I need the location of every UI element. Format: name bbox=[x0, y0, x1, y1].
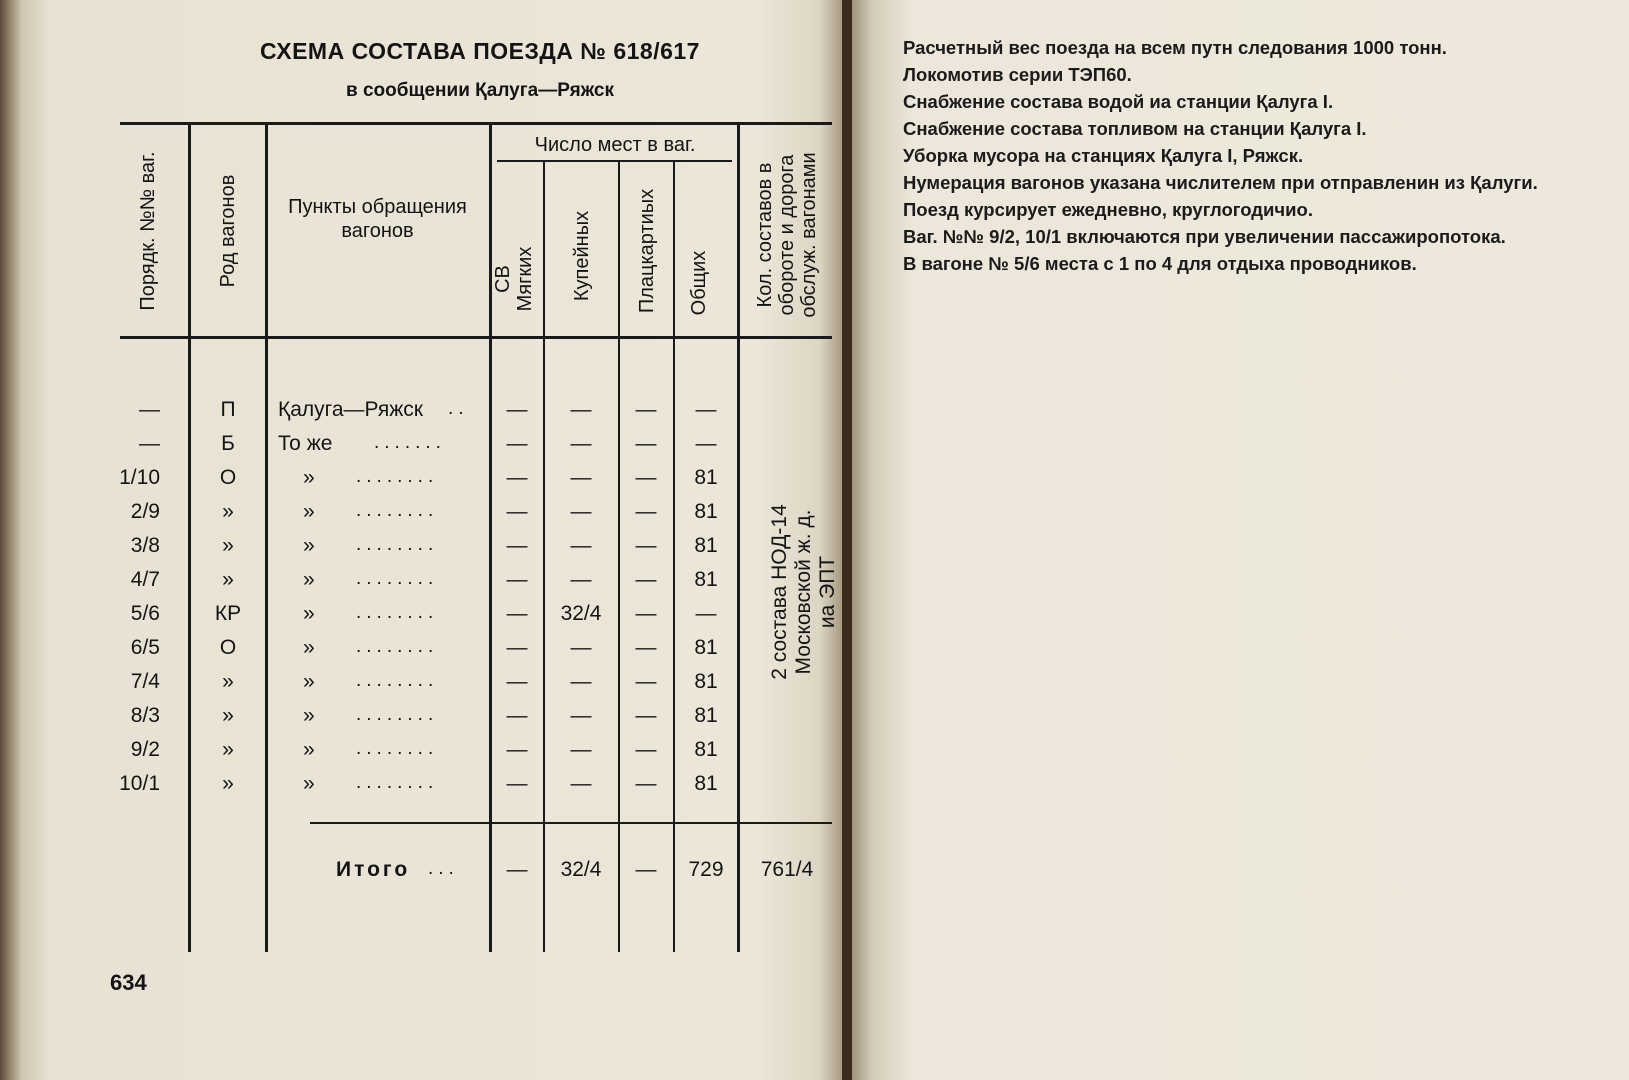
row-common: 81 bbox=[694, 568, 718, 591]
row-kupe: — bbox=[570, 500, 592, 523]
row-platz: — bbox=[635, 534, 657, 557]
row-sv: — bbox=[506, 500, 528, 523]
header-seats-group: Число мест в ваг. bbox=[534, 134, 696, 156]
row-common: 81 bbox=[694, 670, 718, 693]
sets-note-line1: 2 состава НОД-14 bbox=[768, 504, 791, 680]
header-order: Порядк. №№ ваг. bbox=[137, 151, 159, 311]
row-points: » bbox=[303, 636, 315, 659]
row-common: 81 bbox=[694, 534, 718, 557]
row-platz: — bbox=[635, 704, 657, 727]
row-kupe: — bbox=[570, 568, 592, 591]
row-order: 9/2 bbox=[130, 738, 160, 761]
row-type: П bbox=[220, 398, 236, 421]
row-kupe: — bbox=[570, 670, 592, 693]
row-sv: — bbox=[506, 466, 528, 489]
row-order: 1/10 bbox=[119, 466, 160, 489]
total-platz: — bbox=[635, 858, 657, 881]
row-sv: — bbox=[506, 738, 528, 761]
col-divider-7 bbox=[737, 122, 740, 952]
note-paragraph: Снабжение состава топливом на станции Қалуга I. bbox=[903, 118, 1367, 139]
table-header-rule bbox=[120, 336, 832, 339]
col-divider-6 bbox=[673, 162, 675, 952]
row-kupe: — bbox=[570, 398, 592, 421]
header-platz: Плацкартиых bbox=[636, 188, 658, 314]
header-sv-line2: Мягких bbox=[514, 246, 536, 312]
row-type: » bbox=[222, 670, 234, 693]
row-type: О bbox=[219, 466, 237, 489]
row-kupe: — bbox=[570, 466, 592, 489]
row-common: — bbox=[695, 432, 717, 455]
row-points: То же bbox=[278, 432, 333, 455]
row-points: » bbox=[303, 772, 315, 795]
row-points: » bbox=[303, 738, 315, 761]
row-kupe: — bbox=[570, 772, 592, 795]
row-order: — bbox=[139, 432, 160, 455]
header-common: Общих bbox=[688, 250, 710, 316]
note-paragraph: Поезд курсирует ежедневно, круглогодичио. bbox=[903, 199, 1313, 220]
header-points: Пункты обращения вагонов bbox=[288, 196, 467, 242]
row-points: » bbox=[303, 568, 315, 591]
total-all: 761/4 bbox=[760, 858, 814, 881]
row-type: Б bbox=[221, 432, 235, 455]
row-type: » bbox=[222, 772, 234, 795]
row-type: » bbox=[222, 704, 234, 727]
page-number: 634 bbox=[110, 970, 147, 995]
row-type: » bbox=[222, 534, 234, 557]
row-common: 81 bbox=[694, 636, 718, 659]
total-sv: — bbox=[506, 858, 528, 881]
row-sv: — bbox=[506, 772, 528, 795]
row-sv: — bbox=[506, 602, 528, 625]
row-order: 6/5 bbox=[130, 636, 160, 659]
row-type: О bbox=[219, 636, 237, 659]
row-points: » bbox=[303, 670, 315, 693]
row-kupe: — bbox=[570, 738, 592, 761]
row-common: 81 bbox=[694, 772, 718, 795]
note-paragraph: Снабжение состава водой иа станции Қалуга I. bbox=[903, 91, 1334, 112]
row-sv: — bbox=[506, 670, 528, 693]
row-common: 81 bbox=[694, 466, 718, 489]
train-scheme-subtitle: в сообщении Қалуга—Ряжск bbox=[345, 80, 615, 101]
total-label: Итого bbox=[336, 858, 411, 881]
notes-block bbox=[873, 34, 1588, 277]
row-order: 3/8 bbox=[130, 534, 160, 557]
row-sv: — bbox=[506, 398, 528, 421]
header-kupe: Купейных bbox=[571, 210, 593, 302]
row-order: 2/9 bbox=[130, 500, 160, 523]
header-sets-line3: обслуж. вагонами bbox=[798, 152, 820, 318]
row-points: » bbox=[303, 704, 315, 727]
note-paragraph: Локомотив серии ТЭП60. bbox=[903, 64, 1132, 85]
row-platz: — bbox=[635, 568, 657, 591]
row-platz: — bbox=[635, 602, 657, 625]
row-sv: — bbox=[506, 636, 528, 659]
row-sv: — bbox=[506, 704, 528, 727]
row-order: — bbox=[139, 398, 160, 421]
header-type: Род вагонов bbox=[217, 174, 239, 288]
row-common: 81 bbox=[694, 500, 718, 523]
row-platz: — bbox=[635, 466, 657, 489]
row-order: 10/1 bbox=[119, 772, 160, 795]
row-platz: — bbox=[635, 772, 657, 795]
col-divider-1 bbox=[188, 122, 191, 952]
note-paragraph: Нумерация вагонов указана числителем при отправленин из Қалуги. bbox=[903, 172, 1538, 193]
row-sv: — bbox=[506, 568, 528, 591]
book-gutter bbox=[842, 0, 852, 1080]
row-points: Қалуга—Ряжск bbox=[278, 398, 423, 421]
row-kupe: — bbox=[570, 704, 592, 727]
row-common: — bbox=[695, 398, 717, 421]
row-type: » bbox=[222, 568, 234, 591]
sets-note-line2: Московской ж. д. bbox=[792, 509, 815, 675]
header-sv-line1: СВ bbox=[492, 265, 514, 293]
total-kupe: 32/4 bbox=[560, 858, 602, 881]
row-common: 81 bbox=[694, 738, 718, 761]
row-platz: — bbox=[635, 670, 657, 693]
col-divider-4 bbox=[543, 162, 545, 952]
row-platz: — bbox=[635, 500, 657, 523]
row-type: КР bbox=[214, 602, 242, 625]
row-common: — bbox=[695, 602, 717, 625]
row-order: 4/7 bbox=[130, 568, 160, 591]
row-kupe: 32/4 bbox=[560, 602, 602, 625]
row-kupe: — bbox=[570, 432, 592, 455]
row-type: » bbox=[222, 500, 234, 523]
header-sets-line2: обороте и дорога bbox=[776, 154, 798, 316]
note-paragraph: Расчетный вес поезда на всем путн следования 1000 тонн. bbox=[903, 37, 1447, 58]
row-points: » bbox=[303, 500, 315, 523]
note-paragraph: Уборка мусора на станциях Қалуга I, Ряжск. bbox=[903, 145, 1304, 166]
row-order: 8/3 bbox=[130, 704, 160, 727]
row-sv: — bbox=[506, 534, 528, 557]
row-platz: — bbox=[635, 738, 657, 761]
row-kupe: — bbox=[570, 636, 592, 659]
row-common: 81 bbox=[694, 704, 718, 727]
sets-note-line3: иа ЭПТ bbox=[816, 555, 839, 629]
table-top-rule bbox=[120, 122, 832, 125]
row-kupe: — bbox=[570, 534, 592, 557]
note-paragraph: В вагоне № 5/6 места с 1 по 4 для отдыха проводников. bbox=[903, 253, 1417, 274]
row-order: 7/4 bbox=[130, 670, 160, 693]
row-points: » bbox=[303, 466, 315, 489]
row-points: » bbox=[303, 602, 315, 625]
total-common: 729 bbox=[688, 858, 724, 881]
row-sv: — bbox=[506, 432, 528, 455]
note-paragraph: Ваг. №№ 9/2, 10/1 включаются при увеличении пассажиропотока. bbox=[903, 226, 1506, 247]
col-divider-2 bbox=[265, 122, 268, 952]
row-platz: — bbox=[635, 398, 657, 421]
header-sets-line1: Кол. составов в bbox=[754, 162, 776, 308]
seats-group-rule bbox=[497, 160, 732, 162]
row-type: » bbox=[222, 738, 234, 761]
col-divider-5 bbox=[618, 162, 620, 952]
row-platz: — bbox=[635, 432, 657, 455]
row-order: 5/6 bbox=[130, 602, 160, 625]
train-scheme-title: СХЕМА СОСТАВА ПОЕЗДА № 618/617 bbox=[260, 38, 700, 64]
total-rule bbox=[310, 822, 832, 824]
row-platz: — bbox=[635, 636, 657, 659]
row-points: » bbox=[303, 534, 315, 557]
